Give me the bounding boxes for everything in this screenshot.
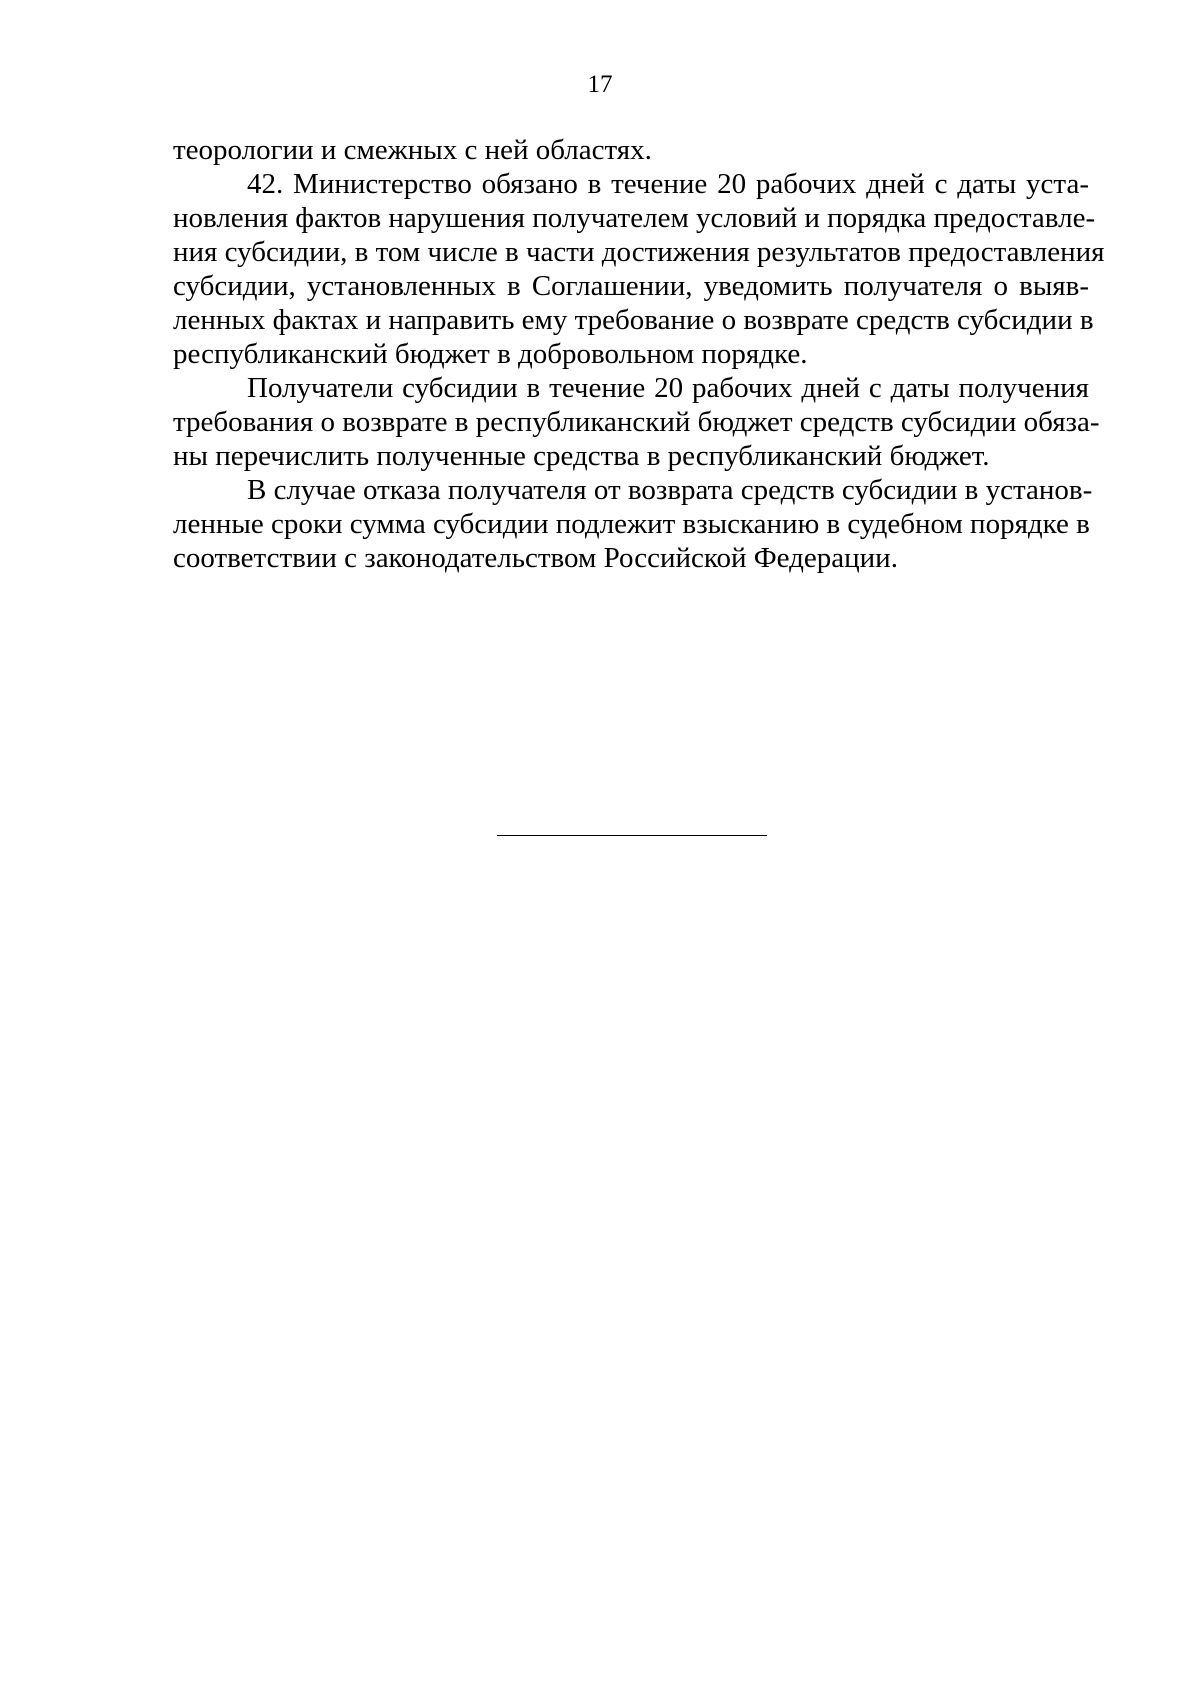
text-line: новления фактов нарушения получателем условий и порядка предоставле- (173, 202, 1096, 234)
end-of-document-divider (497, 835, 767, 836)
paragraph-recipients-return (173, 371, 1100, 473)
paragraph-clause-42 (173, 167, 1105, 371)
document-body (173, 133, 1105, 575)
text-line: республиканский бюджет в добровольном порядке. (173, 338, 808, 370)
text-line: теорологии и смежных с ней областях. (173, 134, 652, 166)
page-number: 17 (587, 71, 613, 98)
text-line: ны перечислить полученные средства в республиканский бюджет. (173, 440, 990, 472)
text-line: 42. Министерство обязано в течение 20 рабочих дней с даты уста- (247, 168, 1089, 200)
text-line: В случае отказа получателя от возврата средств субсидии в установ- (247, 474, 1093, 506)
text-line: Получатели субсидии в течение 20 рабочих дней с даты получения (247, 372, 1089, 404)
text-line: субсидии, установленных в Соглашении, уведомить получателя о выяв- (173, 270, 1089, 302)
text-line: требования о возврате в республиканский бюджет средств субсидии обяза- (173, 406, 1100, 438)
paragraph-refusal (173, 473, 1093, 575)
text-line: ния субсидии, в том числе в части достижения результатов предоставления (173, 236, 1105, 268)
text-line: соответствии с законодательством Российской Федерации. (173, 542, 898, 574)
paragraph-continuation (173, 133, 1089, 167)
text-line: ленные сроки сумма субсидии подлежит взысканию в судебном порядке в (173, 508, 1090, 540)
text-line: ленных фактах и направить ему требование о возврате средств субсидии в (173, 304, 1094, 336)
